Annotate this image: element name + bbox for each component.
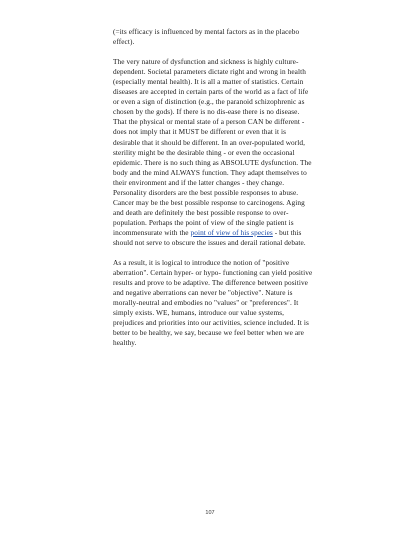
- paragraph-text: As a result, it is logical to introduce the notion of "positive aberration". Certain hyper- or hypo- functioning can yield positive results and prove to be adaptive. The difference between positive and negative aberrations can never be "objective". Nature is morally-neutral and embodies no "values" or "preferences". It simply exists. WE, humans, introduce our value systems, prejudices and priorities into our activities, science included. It is better to be healthy, we say, because we feel better when we are healthy.: [113, 258, 313, 348]
- paragraph-positive-aberration: [113, 258, 313, 348]
- paragraph-text: (=its efficacy is influenced by mental factors as in the placebo effect).: [113, 27, 300, 47]
- page-number: 107: [205, 510, 215, 516]
- paragraph-text-before-link: The very nature of dysfunction and sickness is highly culture-dependent. Societal parameters dictate right and wrong in health (especially mental health). It is all a matter of statistics. Certain diseases are accepted in certain parts of the world as a fact of life or even a sign of distinction (e.g., the paranoid schizophrenic as chosen by the gods). If there is no dis-ease there is no disease. That the physical or mental state of a person CAN be different - does not imply that it MUST be different or even that it is desirable that it should be different. In an over-populated world, sterility might be the desirable thing - or even the occasional epidemic. There is no such thing as ABSOLUTE dysfunction. The body and the mind ALWAYS function. They adapt themselves to their environment and if the latter changes - they change. Personality disorders are the best possible responses to abuse. Cancer may be the best possible response to carcinogens. Aging and death are definitely the best possible response to over-population. Perhaps the point of view of the single patient is incommensurate with the: [113, 57, 312, 237]
- paragraph-dysfunction: [113, 57, 313, 248]
- paragraph-text-after-link: - but this should not serve to obscure the issues and derail rational debate.: [113, 227, 306, 247]
- species-link[interactable]: point of view of his species: [190, 227, 273, 237]
- body-text: [113, 27, 313, 359]
- paragraph-placebo: [113, 27, 313, 47]
